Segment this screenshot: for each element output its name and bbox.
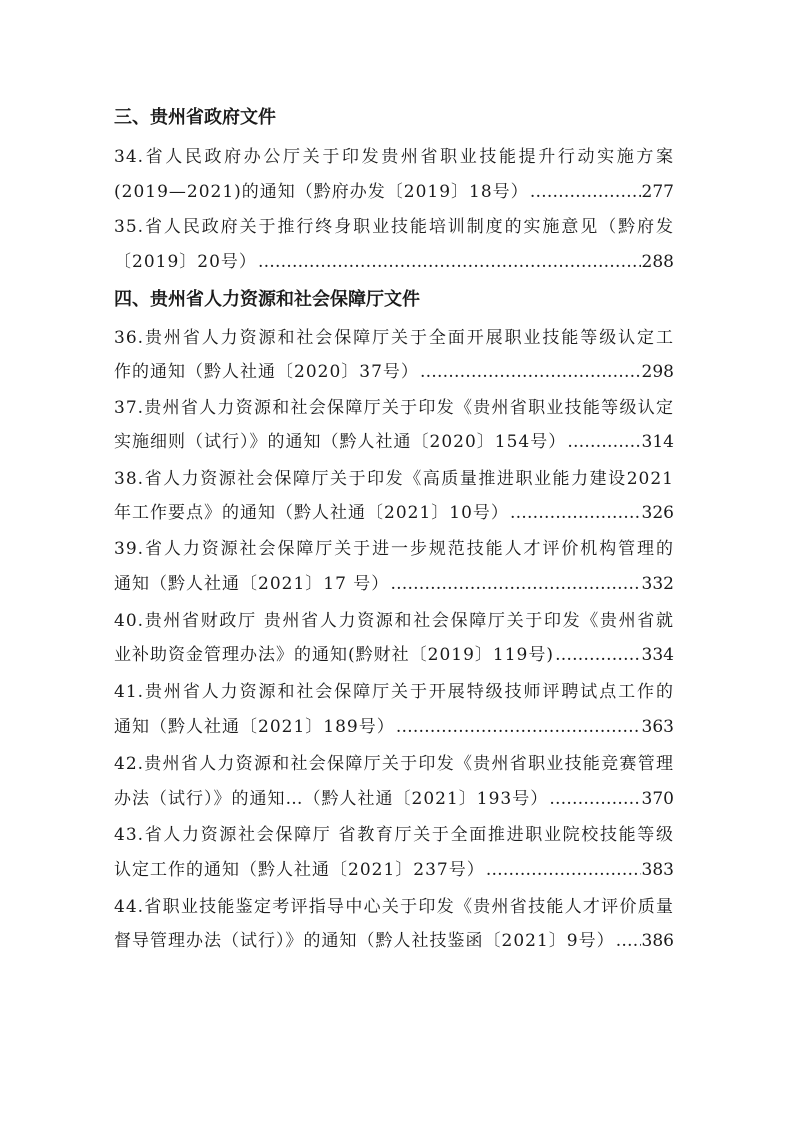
entry-39-line1: 39.省人力资源社会保障厅关于进一步规范技能人才评价机构管理的: [114, 539, 674, 559]
entry-title-tail: 通知（黔人社通〔2021〕189号）: [114, 717, 395, 737]
page-number: 298: [641, 362, 674, 382]
entry-title-tail: 年工作要点》的通知（黔人社通〔2021〕10号）: [114, 503, 509, 523]
page-number: 334: [641, 645, 674, 665]
dot-leader: [567, 430, 640, 454]
entry-title-tail: 办法（试行）》的通知…（黔人社通〔2021〕193号）: [114, 789, 549, 809]
entry-36-line2[interactable]: [114, 360, 674, 384]
entry-43-line2[interactable]: [114, 858, 674, 882]
entry-43-line1: 43.省人力资源社会保障厅 省教育厅关于全面推进职业院校技能等级: [114, 825, 674, 845]
page-number: 314: [641, 432, 674, 452]
entry-title-tail: (2019—2021)的通知（黔府办发〔2019〕18号）: [114, 182, 529, 202]
entry-37-line2[interactable]: [114, 430, 674, 454]
page-number: 332: [641, 574, 674, 594]
page-number: 363: [641, 717, 674, 737]
entry-34-line1: 34.省人民政府办公厅关于印发贵州省职业技能提升行动实施方案: [114, 147, 674, 167]
dot-leader: [555, 643, 641, 667]
section-heading-provincial-government: 三、贵州省政府文件: [114, 107, 276, 128]
dot-leader: [390, 572, 640, 596]
dot-leader: [616, 929, 641, 953]
dot-leader: [258, 250, 641, 274]
entry-40-line1: 40.贵州省财政厅 贵州省人力资源和社会保障厅关于印发《贵州省就: [114, 611, 674, 631]
entry-40-line2[interactable]: [114, 643, 674, 667]
entry-36-line1: 36.贵州省人力资源和社会保障厅关于全面开展职业技能等级认定工: [114, 328, 674, 348]
dot-leader: [420, 360, 641, 384]
entry-38-line2[interactable]: [114, 501, 674, 525]
section-heading-human-resources: 四、贵州省人力资源和社会保障厅文件: [114, 289, 420, 310]
dot-leader: [510, 501, 641, 525]
entry-title-tail: 〔2019〕20号）: [114, 252, 257, 272]
page-number: 288: [641, 252, 674, 272]
entry-title-tail: 通知（黔人社通〔2021〕17 号）: [114, 574, 390, 594]
dot-leader: [549, 787, 640, 811]
entry-title-tail: 作的通知（黔人社通〔2020〕37号）: [114, 362, 419, 382]
page-number: 370: [641, 789, 674, 809]
entry-35-line2[interactable]: [114, 250, 674, 274]
entry-title-tail: 业补助资金管理办法》的通知(黔财社〔2019〕119号): [114, 645, 554, 665]
dot-leader: [486, 858, 641, 882]
dot-leader: [396, 715, 641, 739]
entry-41-line1: 41.贵州省人力资源和社会保障厅关于开展特级技师评聘试点工作的: [114, 682, 674, 702]
entry-42-line1: 42.贵州省人力资源和社会保障厅关于印发《贵州省职业技能竞赛管理: [114, 754, 674, 774]
dot-leader: [530, 180, 641, 204]
entry-title-tail: 督导管理办法（试行）》的通知（黔人社技鉴函〔2021〕9号）: [114, 931, 615, 951]
page-number: 326: [641, 503, 674, 523]
entry-44-line2[interactable]: [114, 929, 674, 953]
entry-41-line2[interactable]: [114, 715, 674, 739]
entry-44-line1: 44.省职业技能鉴定考评指导中心关于印发《贵州省技能人才评价质量: [114, 897, 674, 917]
page-number: 277: [641, 182, 674, 202]
entry-title-tail: 认定工作的通知（黔人社通〔2021〕237号）: [114, 860, 485, 880]
entry-34-line2[interactable]: [114, 180, 674, 204]
entry-39-line2[interactable]: [114, 572, 674, 596]
entry-title-tail: 实施细则（试行）》的通知（黔人社通〔2020〕154号）: [114, 432, 567, 452]
page-number: 383: [641, 860, 674, 880]
entry-38-line1: 38.省人力资源社会保障厅关于印发《高质量推进职业能力建设2021: [114, 469, 674, 489]
page-number: 386: [641, 931, 674, 951]
entry-35-line1: 35.省人民政府关于推行终身职业技能培训制度的实施意见（黔府发: [114, 217, 674, 237]
entry-42-line2[interactable]: [114, 787, 674, 811]
entry-37-line1: 37.贵州省人力资源和社会保障厅关于印发《贵州省职业技能等级认定: [114, 398, 674, 418]
